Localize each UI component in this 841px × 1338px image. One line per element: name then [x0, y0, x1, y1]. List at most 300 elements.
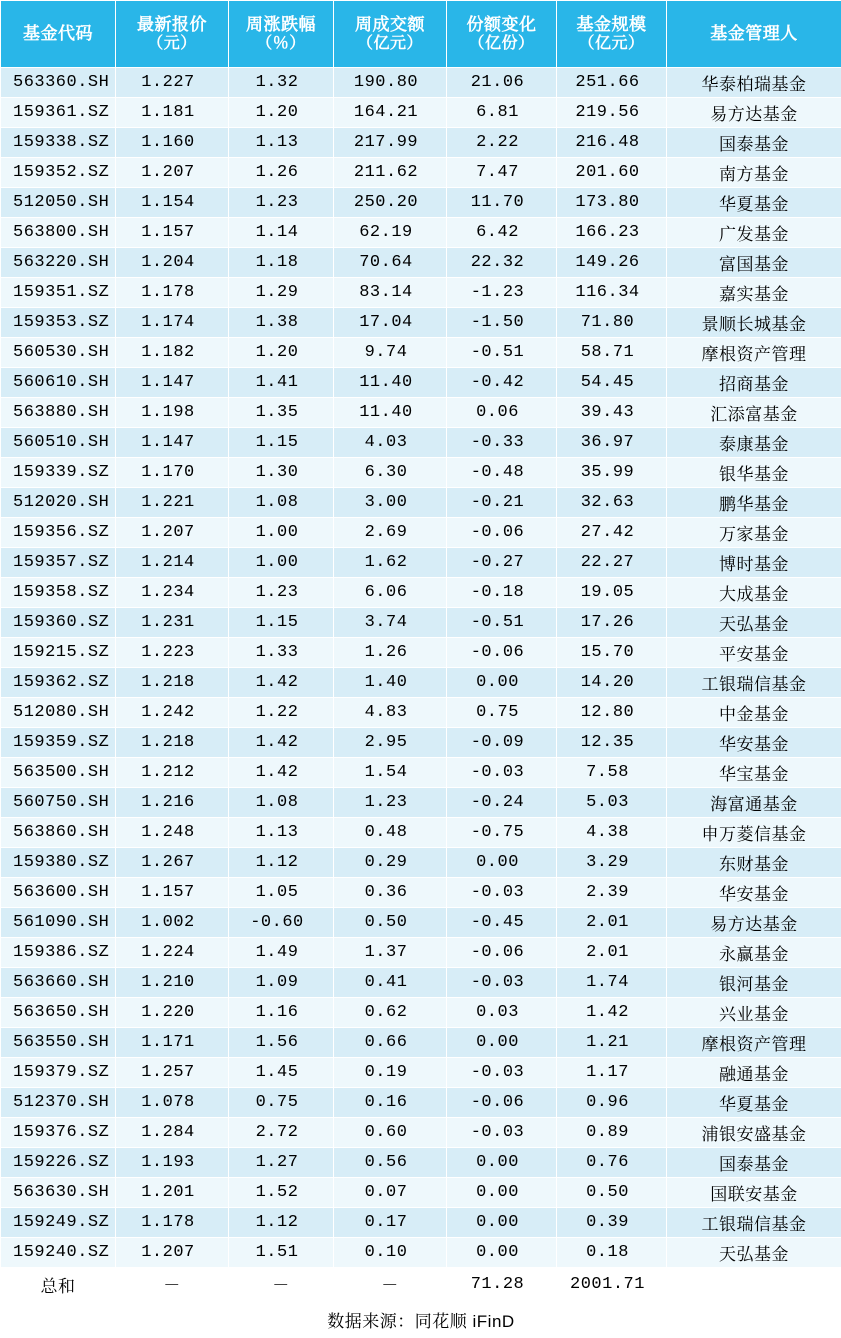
cell-latest-price: 1.218 — [116, 668, 229, 698]
table-row — [1, 1238, 841, 1268]
cell-fund-code: 159351.SZ — [1, 278, 116, 308]
table-row — [1, 98, 841, 128]
cell-fund-manager: 中金基金 — [667, 698, 841, 728]
column-header-code — [1, 1, 116, 68]
cell-share-change: 7.47 — [447, 158, 557, 188]
cell-fund-manager: 工银瑞信基金 — [667, 1208, 841, 1238]
cell-fund-code: 159215.SZ — [1, 638, 116, 668]
header-sub-text: （亿元） — [334, 35, 446, 53]
cell-fund-scale: 116.34 — [557, 278, 667, 308]
cell-fund-manager: 南方基金 — [667, 158, 841, 188]
table-body — [1, 68, 841, 1338]
cell-fund-code: 563550.SH — [1, 1028, 116, 1058]
table-row — [1, 398, 841, 428]
cell-latest-price: 1.170 — [116, 458, 229, 488]
cell-share-change: 0.00 — [447, 1208, 557, 1238]
cell-share-change: -0.09 — [447, 728, 557, 758]
cell-share-change: -0.03 — [447, 1118, 557, 1148]
cell-weekly-change: 1.27 — [229, 1148, 334, 1178]
cell-fund-scale: 22.27 — [557, 548, 667, 578]
cell-weekly-change: 1.18 — [229, 248, 334, 278]
cell-fund-scale: 5.03 — [557, 788, 667, 818]
cell-share-change: 0.00 — [447, 1028, 557, 1058]
cell-weekly-turnover: 1.62 — [334, 548, 447, 578]
cell-weekly-turnover: 2.69 — [334, 518, 447, 548]
total-row — [1, 1268, 841, 1301]
cell-latest-price: 1.147 — [116, 368, 229, 398]
cell-latest-price: 1.207 — [116, 158, 229, 188]
table-row — [1, 908, 841, 938]
cell-weekly-turnover: 211.62 — [334, 158, 447, 188]
cell-weekly-change: 1.23 — [229, 578, 334, 608]
cell-fund-manager: 富国基金 — [667, 248, 841, 278]
cell-share-change: 0.00 — [447, 668, 557, 698]
cell-share-change: -0.75 — [447, 818, 557, 848]
table-row — [1, 998, 841, 1028]
cell-fund-code: 561090.SH — [1, 908, 116, 938]
cell-latest-price: 1.216 — [116, 788, 229, 818]
cell-share-change: -0.51 — [447, 338, 557, 368]
cell-weekly-change: 2.72 — [229, 1118, 334, 1148]
cell-latest-price: 1.227 — [116, 68, 229, 98]
cell-weekly-turnover: 11.40 — [334, 398, 447, 428]
cell-total-share-change: 71.28 — [447, 1268, 557, 1301]
cell-latest-price: 1.214 — [116, 548, 229, 578]
cell-share-change: 0.03 — [447, 998, 557, 1028]
cell-weekly-turnover: 217.99 — [334, 128, 447, 158]
table-row — [1, 1028, 841, 1058]
cell-latest-price: 1.174 — [116, 308, 229, 338]
cell-weekly-change: 1.00 — [229, 548, 334, 578]
cell-latest-price: 1.207 — [116, 1238, 229, 1268]
cell-weekly-turnover: 0.50 — [334, 908, 447, 938]
cell-share-change: -1.23 — [447, 278, 557, 308]
cell-fund-scale: 0.50 — [557, 1178, 667, 1208]
cell-fund-manager: 泰康基金 — [667, 428, 841, 458]
cell-fund-scale: 219.56 — [557, 98, 667, 128]
cell-fund-scale: 0.18 — [557, 1238, 667, 1268]
cell-weekly-change: 1.41 — [229, 368, 334, 398]
cell-weekly-change: 1.08 — [229, 788, 334, 818]
cell-latest-price: 1.234 — [116, 578, 229, 608]
cell-fund-manager: 易方达基金 — [667, 908, 841, 938]
cell-weekly-change: 1.23 — [229, 188, 334, 218]
cell-total-turnover: － — [334, 1268, 447, 1301]
table-row — [1, 308, 841, 338]
cell-share-change: 21.06 — [447, 68, 557, 98]
cell-fund-code: 159360.SZ — [1, 608, 116, 638]
cell-fund-scale: 2.39 — [557, 878, 667, 908]
cell-weekly-turnover: 190.80 — [334, 68, 447, 98]
cell-weekly-turnover: 6.30 — [334, 458, 447, 488]
cell-weekly-change: 1.42 — [229, 668, 334, 698]
cell-fund-manager: 银河基金 — [667, 968, 841, 998]
header-main-text: 基金规模 — [577, 15, 647, 34]
cell-share-change: 0.06 — [447, 398, 557, 428]
cell-fund-scale: 27.42 — [557, 518, 667, 548]
column-header-price — [116, 1, 229, 68]
cell-latest-price: 1.242 — [116, 698, 229, 728]
cell-share-change: -0.03 — [447, 758, 557, 788]
cell-fund-scale: 173.80 — [557, 188, 667, 218]
table-row — [1, 1148, 841, 1178]
cell-weekly-turnover: 0.19 — [334, 1058, 447, 1088]
cell-fund-manager: 天弘基金 — [667, 608, 841, 638]
cell-weekly-turnover: 3.74 — [334, 608, 447, 638]
cell-fund-code: 159249.SZ — [1, 1208, 116, 1238]
cell-fund-code: 159361.SZ — [1, 98, 116, 128]
cell-share-change: -0.27 — [447, 548, 557, 578]
cell-fund-scale: 12.80 — [557, 698, 667, 728]
table-row — [1, 488, 841, 518]
cell-fund-code: 159359.SZ — [1, 728, 116, 758]
cell-weekly-change: -0.60 — [229, 908, 334, 938]
source-row — [1, 1301, 841, 1338]
cell-share-change: -0.06 — [447, 938, 557, 968]
cell-fund-manager: 鹏华基金 — [667, 488, 841, 518]
cell-fund-scale: 58.71 — [557, 338, 667, 368]
table-row — [1, 1178, 841, 1208]
cell-fund-scale: 0.96 — [557, 1088, 667, 1118]
cell-latest-price: 1.198 — [116, 398, 229, 428]
cell-latest-price: 1.212 — [116, 758, 229, 788]
cell-fund-scale: 12.35 — [557, 728, 667, 758]
cell-weekly-turnover: 1.23 — [334, 788, 447, 818]
cell-fund-scale: 149.26 — [557, 248, 667, 278]
cell-fund-code: 159353.SZ — [1, 308, 116, 338]
cell-fund-code: 512020.SH — [1, 488, 116, 518]
cell-weekly-turnover: 0.17 — [334, 1208, 447, 1238]
table-row — [1, 248, 841, 278]
cell-weekly-change: 1.05 — [229, 878, 334, 908]
cell-total-change: － — [229, 1268, 334, 1301]
cell-latest-price: 1.284 — [116, 1118, 229, 1148]
cell-latest-price: 1.160 — [116, 128, 229, 158]
table-row — [1, 158, 841, 188]
cell-fund-scale: 0.89 — [557, 1118, 667, 1148]
cell-weekly-change: 1.42 — [229, 758, 334, 788]
cell-fund-scale: 2.01 — [557, 938, 667, 968]
cell-weekly-change: 1.12 — [229, 1208, 334, 1238]
cell-fund-code: 159376.SZ — [1, 1118, 116, 1148]
cell-fund-code: 159380.SZ — [1, 848, 116, 878]
table-row — [1, 188, 841, 218]
cell-fund-scale: 251.66 — [557, 68, 667, 98]
cell-fund-scale: 166.23 — [557, 218, 667, 248]
cell-fund-manager: 浦银安盛基金 — [667, 1118, 841, 1148]
cell-latest-price: 1.210 — [116, 968, 229, 998]
table-row — [1, 968, 841, 998]
cell-fund-manager: 银华基金 — [667, 458, 841, 488]
cell-share-change: 22.32 — [447, 248, 557, 278]
cell-weekly-turnover: 9.74 — [334, 338, 447, 368]
cell-fund-manager: 申万菱信基金 — [667, 818, 841, 848]
cell-weekly-turnover: 83.14 — [334, 278, 447, 308]
header-main-text: 周涨跌幅 — [246, 15, 316, 34]
cell-weekly-turnover: 4.03 — [334, 428, 447, 458]
cell-total-manager — [667, 1268, 841, 1301]
cell-weekly-turnover: 0.66 — [334, 1028, 447, 1058]
cell-weekly-change: 1.22 — [229, 698, 334, 728]
table-row — [1, 68, 841, 98]
cell-fund-manager: 摩根资产管理 — [667, 1028, 841, 1058]
cell-fund-code: 159362.SZ — [1, 668, 116, 698]
cell-fund-manager: 华泰柏瑞基金 — [667, 68, 841, 98]
cell-fund-scale: 2.01 — [557, 908, 667, 938]
cell-weekly-change: 1.26 — [229, 158, 334, 188]
cell-fund-scale: 201.60 — [557, 158, 667, 188]
cell-fund-scale: 19.05 — [557, 578, 667, 608]
cell-weekly-change: 1.30 — [229, 458, 334, 488]
cell-latest-price: 1.178 — [116, 278, 229, 308]
cell-fund-manager: 海富通基金 — [667, 788, 841, 818]
cell-share-change: -0.45 — [447, 908, 557, 938]
cell-latest-price: 1.178 — [116, 1208, 229, 1238]
cell-fund-code: 159386.SZ — [1, 938, 116, 968]
cell-share-change: 0.00 — [447, 1178, 557, 1208]
cell-fund-code: 563220.SH — [1, 248, 116, 278]
cell-fund-code: 159226.SZ — [1, 1148, 116, 1178]
cell-weekly-turnover: 2.95 — [334, 728, 447, 758]
cell-share-change: -0.03 — [447, 968, 557, 998]
cell-weekly-turnover: 70.64 — [334, 248, 447, 278]
cell-latest-price: 1.220 — [116, 998, 229, 1028]
cell-weekly-change: 1.32 — [229, 68, 334, 98]
cell-latest-price: 1.257 — [116, 1058, 229, 1088]
cell-fund-scale: 0.39 — [557, 1208, 667, 1238]
cell-fund-code: 563660.SH — [1, 968, 116, 998]
cell-fund-code: 159357.SZ — [1, 548, 116, 578]
table-row — [1, 1088, 841, 1118]
cell-fund-manager: 天弘基金 — [667, 1238, 841, 1268]
cell-weekly-change: 1.29 — [229, 278, 334, 308]
cell-weekly-turnover: 0.07 — [334, 1178, 447, 1208]
cell-share-change: -0.51 — [447, 608, 557, 638]
cell-weekly-turnover: 0.62 — [334, 998, 447, 1028]
cell-latest-price: 1.171 — [116, 1028, 229, 1058]
cell-share-change: 2.22 — [447, 128, 557, 158]
cell-fund-manager: 大成基金 — [667, 578, 841, 608]
table-row — [1, 1118, 841, 1148]
cell-share-change: -0.18 — [447, 578, 557, 608]
table-row — [1, 368, 841, 398]
cell-fund-code: 563600.SH — [1, 878, 116, 908]
cell-fund-code: 159240.SZ — [1, 1238, 116, 1268]
cell-fund-scale: 71.80 — [557, 308, 667, 338]
cell-fund-code: 563800.SH — [1, 218, 116, 248]
cell-share-change: -0.21 — [447, 488, 557, 518]
table-row — [1, 218, 841, 248]
cell-weekly-turnover: 250.20 — [334, 188, 447, 218]
cell-fund-scale: 3.29 — [557, 848, 667, 878]
cell-fund-manager: 永赢基金 — [667, 938, 841, 968]
cell-total-label: 总和 — [1, 1268, 116, 1301]
cell-fund-manager: 博时基金 — [667, 548, 841, 578]
cell-weekly-turnover: 0.16 — [334, 1088, 447, 1118]
cell-fund-scale: 17.26 — [557, 608, 667, 638]
cell-total-scale: 2001.71 — [557, 1268, 667, 1301]
cell-weekly-turnover: 6.06 — [334, 578, 447, 608]
cell-latest-price: 1.224 — [116, 938, 229, 968]
cell-share-change: -0.03 — [447, 878, 557, 908]
cell-weekly-change: 1.13 — [229, 818, 334, 848]
cell-fund-code: 159379.SZ — [1, 1058, 116, 1088]
cell-latest-price: 1.221 — [116, 488, 229, 518]
cell-weekly-turnover: 1.54 — [334, 758, 447, 788]
cell-latest-price: 1.002 — [116, 908, 229, 938]
cell-fund-manager: 国泰基金 — [667, 1148, 841, 1178]
column-header-manager — [667, 1, 841, 68]
table-row — [1, 728, 841, 758]
cell-share-change: -0.06 — [447, 1088, 557, 1118]
cell-fund-code: 563880.SH — [1, 398, 116, 428]
cell-fund-manager: 广发基金 — [667, 218, 841, 248]
cell-fund-manager: 兴业基金 — [667, 998, 841, 1028]
cell-fund-scale: 1.42 — [557, 998, 667, 1028]
cell-fund-scale: 54.45 — [557, 368, 667, 398]
header-sub-text: （％） — [229, 35, 333, 53]
cell-weekly-change: 1.52 — [229, 1178, 334, 1208]
cell-latest-price: 1.207 — [116, 518, 229, 548]
cell-weekly-change: 1.09 — [229, 968, 334, 998]
cell-share-change: 0.00 — [447, 1238, 557, 1268]
cell-share-change: 0.75 — [447, 698, 557, 728]
cell-fund-scale: 15.70 — [557, 638, 667, 668]
cell-weekly-change: 1.51 — [229, 1238, 334, 1268]
cell-weekly-turnover: 4.83 — [334, 698, 447, 728]
cell-fund-code: 512080.SH — [1, 698, 116, 728]
header-sub-text: （亿元） — [557, 35, 666, 53]
cell-share-change: 6.81 — [447, 98, 557, 128]
cell-weekly-turnover: 1.40 — [334, 668, 447, 698]
cell-fund-code: 560530.SH — [1, 338, 116, 368]
cell-weekly-turnover: 0.48 — [334, 818, 447, 848]
cell-weekly-change: 1.15 — [229, 428, 334, 458]
cell-fund-manager: 汇添富基金 — [667, 398, 841, 428]
cell-share-change: -0.03 — [447, 1058, 557, 1088]
cell-share-change: -0.48 — [447, 458, 557, 488]
cell-fund-code: 159338.SZ — [1, 128, 116, 158]
cell-weekly-change: 1.35 — [229, 398, 334, 428]
cell-fund-manager: 摩根资产管理 — [667, 338, 841, 368]
cell-fund-manager: 平安基金 — [667, 638, 841, 668]
cell-fund-manager: 华安基金 — [667, 728, 841, 758]
cell-fund-manager: 工银瑞信基金 — [667, 668, 841, 698]
column-header-weekly-change — [229, 1, 334, 68]
cell-weekly-turnover: 0.29 — [334, 848, 447, 878]
cell-fund-manager: 东财基金 — [667, 848, 841, 878]
cell-weekly-change: 1.49 — [229, 938, 334, 968]
header-sub-text: （元） — [116, 35, 228, 53]
cell-latest-price: 1.154 — [116, 188, 229, 218]
cell-fund-code: 159358.SZ — [1, 578, 116, 608]
cell-latest-price: 1.267 — [116, 848, 229, 878]
cell-share-change: -0.24 — [447, 788, 557, 818]
header-main-text: 基金管理人 — [710, 24, 798, 43]
cell-fund-code: 512050.SH — [1, 188, 116, 218]
cell-fund-scale: 1.17 — [557, 1058, 667, 1088]
header-main-text: 最新报价 — [137, 15, 207, 34]
cell-total-price: － — [116, 1268, 229, 1301]
column-header-fund-scale — [557, 1, 667, 68]
table-row — [1, 818, 841, 848]
table-header — [1, 1, 841, 68]
data-source-note: 数据来源：同花顺 iFinD — [1, 1301, 841, 1338]
cell-share-change: -0.06 — [447, 518, 557, 548]
cell-fund-manager: 华夏基金 — [667, 188, 841, 218]
cell-fund-manager: 融通基金 — [667, 1058, 841, 1088]
cell-share-change: -0.42 — [447, 368, 557, 398]
cell-fund-scale: 36.97 — [557, 428, 667, 458]
cell-fund-code: 563630.SH — [1, 1178, 116, 1208]
header-main-text: 周成交额 — [355, 15, 425, 34]
cell-latest-price: 1.147 — [116, 428, 229, 458]
cell-latest-price: 1.248 — [116, 818, 229, 848]
table-row — [1, 1058, 841, 1088]
table-row — [1, 938, 841, 968]
table-row — [1, 1208, 841, 1238]
cell-fund-scale: 216.48 — [557, 128, 667, 158]
cell-weekly-change: 1.38 — [229, 308, 334, 338]
table-row — [1, 548, 841, 578]
cell-fund-code: 159356.SZ — [1, 518, 116, 548]
cell-fund-code: 159352.SZ — [1, 158, 116, 188]
cell-latest-price: 1.201 — [116, 1178, 229, 1208]
cell-share-change: 11.70 — [447, 188, 557, 218]
cell-latest-price: 1.223 — [116, 638, 229, 668]
cell-fund-scale: 1.21 — [557, 1028, 667, 1058]
cell-share-change: 0.00 — [447, 1148, 557, 1178]
cell-weekly-turnover: 0.60 — [334, 1118, 447, 1148]
table-row — [1, 278, 841, 308]
table-row — [1, 668, 841, 698]
cell-weekly-turnover: 3.00 — [334, 488, 447, 518]
table-row — [1, 338, 841, 368]
cell-fund-manager: 国泰基金 — [667, 128, 841, 158]
cell-share-change: -0.33 — [447, 428, 557, 458]
cell-weekly-change: 1.56 — [229, 1028, 334, 1058]
cell-fund-code: 563650.SH — [1, 998, 116, 1028]
cell-fund-scale: 1.74 — [557, 968, 667, 998]
header-row — [1, 1, 841, 68]
cell-fund-scale: 0.76 — [557, 1148, 667, 1178]
cell-fund-scale: 32.63 — [557, 488, 667, 518]
cell-weekly-change: 1.14 — [229, 218, 334, 248]
header-main-text: 份额变化 — [467, 15, 537, 34]
cell-weekly-change: 1.20 — [229, 98, 334, 128]
cell-weekly-turnover: 62.19 — [334, 218, 447, 248]
cell-fund-manager: 华宝基金 — [667, 758, 841, 788]
cell-fund-manager: 嘉实基金 — [667, 278, 841, 308]
cell-latest-price: 1.193 — [116, 1148, 229, 1178]
cell-fund-scale: 7.58 — [557, 758, 667, 788]
column-header-weekly-turnover — [334, 1, 447, 68]
cell-weekly-change: 1.42 — [229, 728, 334, 758]
cell-fund-manager: 华夏基金 — [667, 1088, 841, 1118]
table-row — [1, 848, 841, 878]
table-row — [1, 788, 841, 818]
cell-share-change: 0.00 — [447, 848, 557, 878]
table-row — [1, 608, 841, 638]
table-row — [1, 518, 841, 548]
table-row — [1, 578, 841, 608]
cell-weekly-change: 1.13 — [229, 128, 334, 158]
header-sub-text: （亿份） — [447, 35, 556, 53]
cell-fund-code: 563860.SH — [1, 818, 116, 848]
cell-fund-code: 563360.SH — [1, 68, 116, 98]
cell-weekly-turnover: 17.04 — [334, 308, 447, 338]
cell-fund-manager: 国联安基金 — [667, 1178, 841, 1208]
